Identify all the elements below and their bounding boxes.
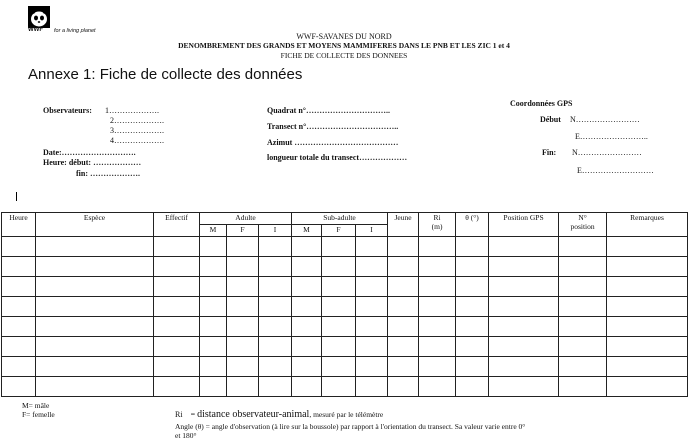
table-cell[interactable] (2, 357, 36, 377)
table-cell[interactable] (388, 317, 419, 337)
header-subject: DENOMBREMENT DES GRANDS ET MOYENS MAMMIFERES DANS LE PNB ET LES ZIC 1 et 4 (178, 41, 510, 50)
azimut-field[interactable]: Azimut ………………………………… (267, 138, 399, 147)
table-cell[interactable] (2, 257, 36, 277)
table-cell[interactable] (227, 317, 259, 337)
longueur-transect-field[interactable]: longueur totale du transect……………… (267, 153, 408, 162)
table-cell[interactable] (456, 257, 489, 277)
table-row (2, 257, 688, 277)
table-cell[interactable] (36, 337, 154, 357)
table-row (2, 377, 688, 397)
table-cell[interactable] (419, 337, 456, 357)
table-cell[interactable] (227, 237, 259, 257)
table-cell[interactable] (489, 317, 559, 337)
observateurs-label: Observateurs: (43, 106, 92, 115)
table-cell[interactable] (607, 257, 688, 277)
table-cell[interactable] (607, 357, 688, 377)
table-cell[interactable] (154, 337, 200, 357)
col-remarques: Remarques (607, 213, 688, 237)
table-cell[interactable] (456, 357, 489, 377)
header-form-name: FICHE DE COLLECTE DES DONNEES (280, 51, 408, 60)
table-cell[interactable] (36, 237, 154, 257)
table-cell[interactable] (322, 277, 356, 297)
table-cell[interactable] (322, 317, 356, 337)
legend-male: M= mâle (22, 401, 50, 410)
table-cell[interactable] (419, 237, 456, 257)
heure-fin-field[interactable]: fin: ………………. (76, 169, 140, 178)
table-cell[interactable] (154, 357, 200, 377)
table-cell[interactable] (259, 297, 292, 317)
legend-ri-suffix: , mesuré par le télémètre (309, 410, 384, 419)
col-heure: Heure (2, 213, 36, 237)
table-cell[interactable] (259, 337, 292, 357)
gps-title: Coordonnées GPS (510, 99, 573, 108)
table-cell[interactable] (200, 237, 227, 257)
gps-debut-e-field[interactable]: E…………………….. (575, 132, 648, 141)
page-title: Annexe 1: Fiche de collecte des données (28, 66, 303, 83)
table-cell[interactable] (2, 337, 36, 357)
table-cell[interactable] (200, 357, 227, 377)
legend-angle-line-2: et 180° (175, 431, 197, 440)
logo-text: WWF (28, 27, 43, 33)
heure-debut-field[interactable]: Heure: début: ……………… (43, 158, 142, 167)
table-cell[interactable] (259, 237, 292, 257)
panda-logo-icon (28, 6, 50, 28)
table-cell[interactable] (419, 377, 456, 397)
table-cell[interactable] (227, 377, 259, 397)
table-cell[interactable] (489, 237, 559, 257)
table-cell[interactable] (2, 317, 36, 337)
table-cell[interactable] (388, 257, 419, 277)
table-cell[interactable] (456, 277, 489, 297)
col-sub-adulte-i: I (356, 225, 388, 237)
table-cell[interactable] (419, 257, 456, 277)
table-row (2, 357, 688, 377)
observateur-3-field[interactable]: 3………………. (110, 126, 164, 135)
table-cell[interactable] (356, 297, 388, 317)
quadrat-field[interactable]: Quadrat n°………………………….. (267, 106, 390, 115)
col-n-position (559, 213, 607, 237)
table-cell[interactable] (322, 357, 356, 377)
table-cell[interactable] (2, 277, 36, 297)
legend-ri (175, 409, 383, 420)
col-adulte-m: M (200, 225, 227, 237)
col-sub-adulte: Sub-adulte (292, 213, 388, 225)
table-cell[interactable] (259, 357, 292, 377)
table-cell[interactable] (489, 277, 559, 297)
table-cell[interactable] (154, 377, 200, 397)
table-cell[interactable] (456, 317, 489, 337)
table-cell[interactable] (456, 337, 489, 357)
table-cell[interactable] (419, 277, 456, 297)
table-cell[interactable] (227, 277, 259, 297)
table-cell[interactable] (559, 277, 607, 297)
table-cell[interactable] (2, 237, 36, 257)
table-cell[interactable] (559, 297, 607, 317)
legend-ri-key: Ri (175, 410, 183, 419)
table-cell[interactable] (154, 237, 200, 257)
table-cell[interactable] (154, 257, 200, 277)
gps-fin-label: Fin: (542, 148, 557, 157)
table-cell[interactable] (322, 237, 356, 257)
table-cell[interactable] (607, 297, 688, 317)
table-cell[interactable] (607, 317, 688, 337)
table-cell[interactable] (200, 317, 227, 337)
table-cell[interactable] (259, 257, 292, 277)
table-cell[interactable] (154, 297, 200, 317)
transect-field[interactable]: Transect n°…………………………….. (267, 122, 399, 131)
header-org: WWF-SAVANES DU NORD (296, 32, 392, 41)
table-cell[interactable] (489, 257, 559, 277)
table-cell[interactable] (388, 357, 419, 377)
gps-debut-n-field[interactable]: N…………………… (570, 115, 640, 124)
table-cell[interactable] (456, 297, 489, 317)
col-n-position-label: N° (578, 213, 587, 222)
col-sub-adulte-f: F (322, 225, 356, 237)
table-cell[interactable] (489, 297, 559, 317)
table-cell[interactable] (456, 377, 489, 397)
table-cell[interactable] (388, 377, 419, 397)
table-cell[interactable] (388, 297, 419, 317)
table-cell[interactable] (559, 357, 607, 377)
col-ri-unit: (m) (431, 222, 443, 231)
table-cell[interactable] (419, 357, 456, 377)
col-effectif: Effectif (154, 213, 200, 237)
col-sub-adulte-m: M (292, 225, 322, 237)
col-adulte: Adulte (200, 213, 292, 225)
table-cell[interactable] (200, 377, 227, 397)
legend-angle-line-1: Angle (θ) = angle d'observation (à lire sur la boussole) par rapport à l'orientation du transect. Sa valeur varie entre 0° (175, 422, 526, 431)
table-cell[interactable] (419, 317, 456, 337)
table-cell[interactable] (356, 337, 388, 357)
observateur-2-field[interactable]: 2………………. (110, 116, 164, 125)
table-cell[interactable] (456, 237, 489, 257)
table-cell[interactable] (322, 297, 356, 317)
logo-slogan: for a living planet (54, 28, 96, 34)
table-row (2, 237, 688, 257)
table-cell[interactable] (322, 377, 356, 397)
table-cell[interactable] (559, 237, 607, 257)
table-cell[interactable] (227, 257, 259, 277)
table-cell[interactable] (322, 337, 356, 357)
table-cell[interactable] (292, 357, 322, 377)
table-cell[interactable] (356, 277, 388, 297)
table-cell[interactable] (356, 377, 388, 397)
table-cell[interactable] (356, 317, 388, 337)
table-cell[interactable] (36, 317, 154, 337)
table-cell[interactable] (489, 357, 559, 377)
table-cell[interactable] (36, 377, 154, 397)
table-cell[interactable] (36, 297, 154, 317)
col-n-position-label-2: position (570, 222, 595, 231)
table-cell[interactable] (259, 277, 292, 297)
table-cell[interactable] (489, 337, 559, 357)
table-cell[interactable] (559, 317, 607, 337)
table-cell[interactable] (356, 237, 388, 257)
table-row (2, 297, 688, 317)
observateur-1-field[interactable]: 1………………. (105, 106, 159, 115)
gps-debut-label: Début (540, 115, 561, 124)
table-cell[interactable] (356, 357, 388, 377)
table-cell[interactable] (200, 277, 227, 297)
legend-ri-eq: = (190, 410, 196, 419)
col-ri (419, 213, 456, 237)
col-adulte-i: I (259, 225, 292, 237)
table-row (2, 317, 688, 337)
table-cell[interactable] (200, 297, 227, 317)
text-cursor (16, 192, 17, 201)
table-cell[interactable] (36, 277, 154, 297)
table-cell[interactable] (607, 337, 688, 357)
table-cell[interactable] (292, 257, 322, 277)
table-cell[interactable] (36, 257, 154, 277)
date-field[interactable]: Date:………………………. (43, 148, 136, 157)
table-cell[interactable] (292, 377, 322, 397)
legend-ri-text: distance observateur-animal (197, 409, 310, 420)
table-cell[interactable] (322, 257, 356, 277)
col-ri-label: Ri (433, 213, 441, 222)
table-cell[interactable] (259, 317, 292, 337)
table-row (2, 337, 688, 357)
table-cell[interactable] (292, 297, 322, 317)
table-cell[interactable] (200, 257, 227, 277)
table-cell[interactable] (607, 377, 688, 397)
table-cell[interactable] (356, 257, 388, 277)
table-cell[interactable] (489, 377, 559, 397)
table-cell[interactable] (388, 277, 419, 297)
table-row (2, 277, 688, 297)
table-cell[interactable] (292, 337, 322, 357)
table-cell[interactable] (227, 357, 259, 377)
legend-female: F= femelle (22, 410, 55, 419)
table-cell[interactable] (227, 337, 259, 357)
table-cell[interactable] (200, 337, 227, 357)
table-cell[interactable] (154, 317, 200, 337)
observateur-4-field[interactable]: 4………………. (110, 136, 164, 145)
table-cell[interactable] (559, 337, 607, 357)
table-cell[interactable] (36, 357, 154, 377)
col-espece: Espèce (36, 213, 154, 237)
col-adulte-f: F (227, 225, 259, 237)
gps-fin-n-field[interactable]: N…………………… (572, 148, 642, 157)
table-cell[interactable] (292, 277, 322, 297)
table-cell[interactable] (388, 337, 419, 357)
table-cell[interactable] (559, 377, 607, 397)
table-cell[interactable] (227, 297, 259, 317)
col-position-gps: Position GPS (489, 213, 559, 237)
table-cell[interactable] (607, 277, 688, 297)
table-cell[interactable] (2, 297, 36, 317)
table-cell[interactable] (154, 277, 200, 297)
table-cell[interactable] (292, 237, 322, 257)
data-table (1, 212, 688, 397)
col-jeune: Jeune (388, 213, 419, 237)
table-cell[interactable] (559, 257, 607, 277)
table-cell[interactable] (259, 377, 292, 397)
table-cell[interactable] (388, 237, 419, 257)
table-cell[interactable] (292, 317, 322, 337)
table-cell[interactable] (607, 237, 688, 257)
col-theta: θ (°) (456, 213, 489, 237)
table-cell[interactable] (419, 297, 456, 317)
gps-fin-e-field[interactable]: E……………………… (577, 166, 654, 175)
table-cell[interactable] (2, 377, 36, 397)
